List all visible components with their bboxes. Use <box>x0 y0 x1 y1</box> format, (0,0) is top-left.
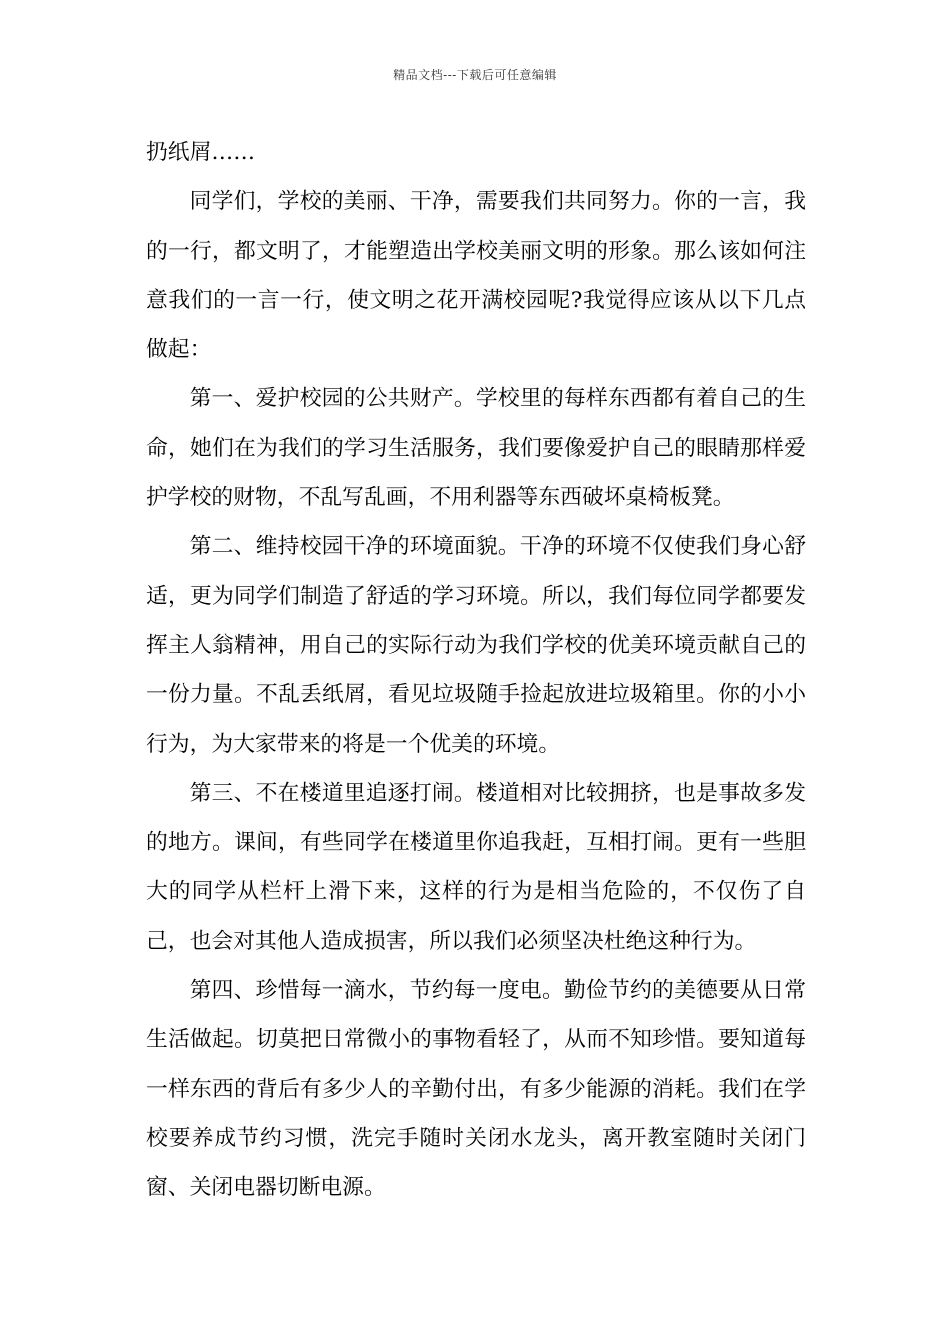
paragraph-1: 扔纸屑…… <box>146 140 255 165</box>
page-header: 精品文档---下载后可任意编辑 <box>393 68 557 82</box>
paragraph-3: 第一、爱护校园的公共财产。学校里的每样东西都有着自己的生命，她们在为我们的学习生活服务，我们要像爱护自己的眼睛那样爱护学校的财物，不乱写乱画，不用利器等东西破坏桌椅板凳。 <box>146 386 806 511</box>
paragraph-6: 第四、珍惜每一滴水，节约每一度电。勤俭节约的美德要从日常生活做起。切莫把日常微小的事物看轻了，从而不知珍惜。要知道每一样东西的背后有多少人的辛勤付出，有多少能源的消耗。我们在学校要养成节约习惯，洗完手随时关闭水龙头，离开教室随时关闭门窗、关闭电器切断电源。 <box>146 978 806 1201</box>
paragraph-5: 第三、不在楼道里追逐打闹。楼道相对比较拥挤，也是事故多发的地方。课间，有些同学在楼道里你追我赶，互相打闹。更有一些胆大的同学从栏杆上滑下来，这样的行为是相当危险的，不仅伤了自己，也会对其他人造成损害，所以我们必须坚决杜绝这种行为。 <box>146 780 806 954</box>
paragraph-4: 第二、维持校园干净的环境面貌。干净的环境不仅使我们身心舒适，更为同学们制造了舒适的学习环境。所以，我们每位同学都要发挥主人翁精神，用自己的实际行动为我们学校的优美环境贡献自己的一份力量。不乱丢纸屑，看见垃圾随手捡起放进垃圾箱里。你的小小行为，为大家带来的将是一个优美的环境。 <box>146 534 806 757</box>
paragraph-2: 同学们，学校的美丽、干净，需要我们共同努力。你的一言，我的一行，都文明了，才能塑造出学校美丽文明的形象。那么该如何注意我们的一言一行，使文明之花开满校园呢?我觉得应该从以下几点做起： <box>146 189 806 363</box>
document-body <box>146 128 806 1213</box>
